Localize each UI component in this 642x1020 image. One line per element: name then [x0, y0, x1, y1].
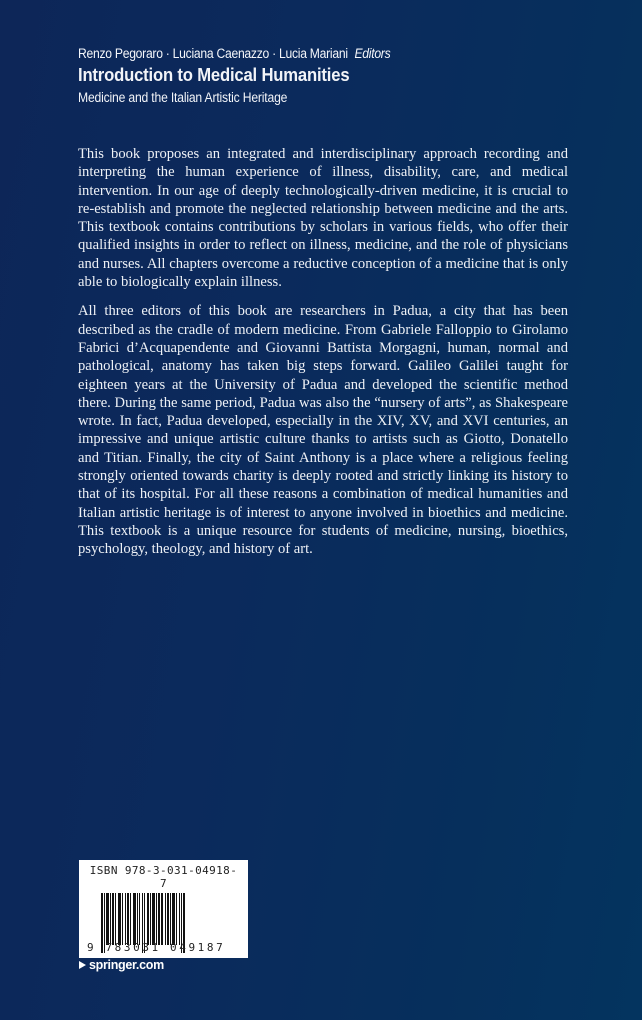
blurb [78, 145, 568, 570]
triangle-right-icon [79, 961, 86, 969]
blurb-paragraph-1: This book proposes an integrated and interdisciplinary approach recording and interpreting the human experience of illness, disability, care, and medical intervention. In our age of deeply technologically-driven medicine, it is crucial to re-establish and promote the neglected relationship between medicine and the arts. This textbook contains contributions by scholars in various fields, who offer their qualified insights in order to reflect on illness, medicine, and the role of physicians and nurses. All chapters overcome a reductive conception of a medicine that is only able to biologically explain illness. [78, 146, 568, 291]
editors-names: Renzo Pegoraro · Luciana Caenazzo · Lucia Mariani [78, 46, 348, 61]
editors-line [78, 46, 390, 61]
blurb-paragraph-2: All three editors of this book are researchers in Padua, a city that has been described as the cradle of modern medicine. From Gabriele Falloppio to Girolamo Fabrici d’Acquapendente and Giovanni Battista Morgagni, human, normal and pathological, anatomy has taken big steps forward. Galileo Galilei taught for eighteen years at the University of Padua and developed the scientific method there. During the same period, Padua was also the “nursery of arts”, as Shakespeare wrote. In fact, Padua developed, especially in the XIV, XV, and XVI centuries, an impressive and unique artistic culture thanks to artists such as Giotto, Donatello and Titian. Finally, the city of Saint Anthony is a place where a religious feeling strongly oriented towards charity is deeply rooted and strictly linking its history to that of its hospital. For all these reasons a combination of medical humanities and Italian artistic heritage is of interest to anyone involved in bioethics and medicine. This textbook is a unique resource for students of medicine, nursing, bioethics, psychology, theology, and history of art. [78, 303, 568, 558]
barcode-digits: 9 783031 049187 [87, 941, 226, 954]
cover-header [78, 46, 425, 105]
springer-link-text: springer.com [89, 958, 164, 972]
editors-role: Editors [354, 46, 391, 61]
book-subtitle: Medicine and the Italian Artistic Heritage [78, 90, 288, 105]
book-title: Introduction to Medical Humanities [78, 64, 350, 85]
isbn-barcode [79, 860, 248, 958]
springer-link[interactable] [79, 958, 164, 972]
isbn-label: ISBN 978-3-031-04918-7 [89, 864, 238, 890]
